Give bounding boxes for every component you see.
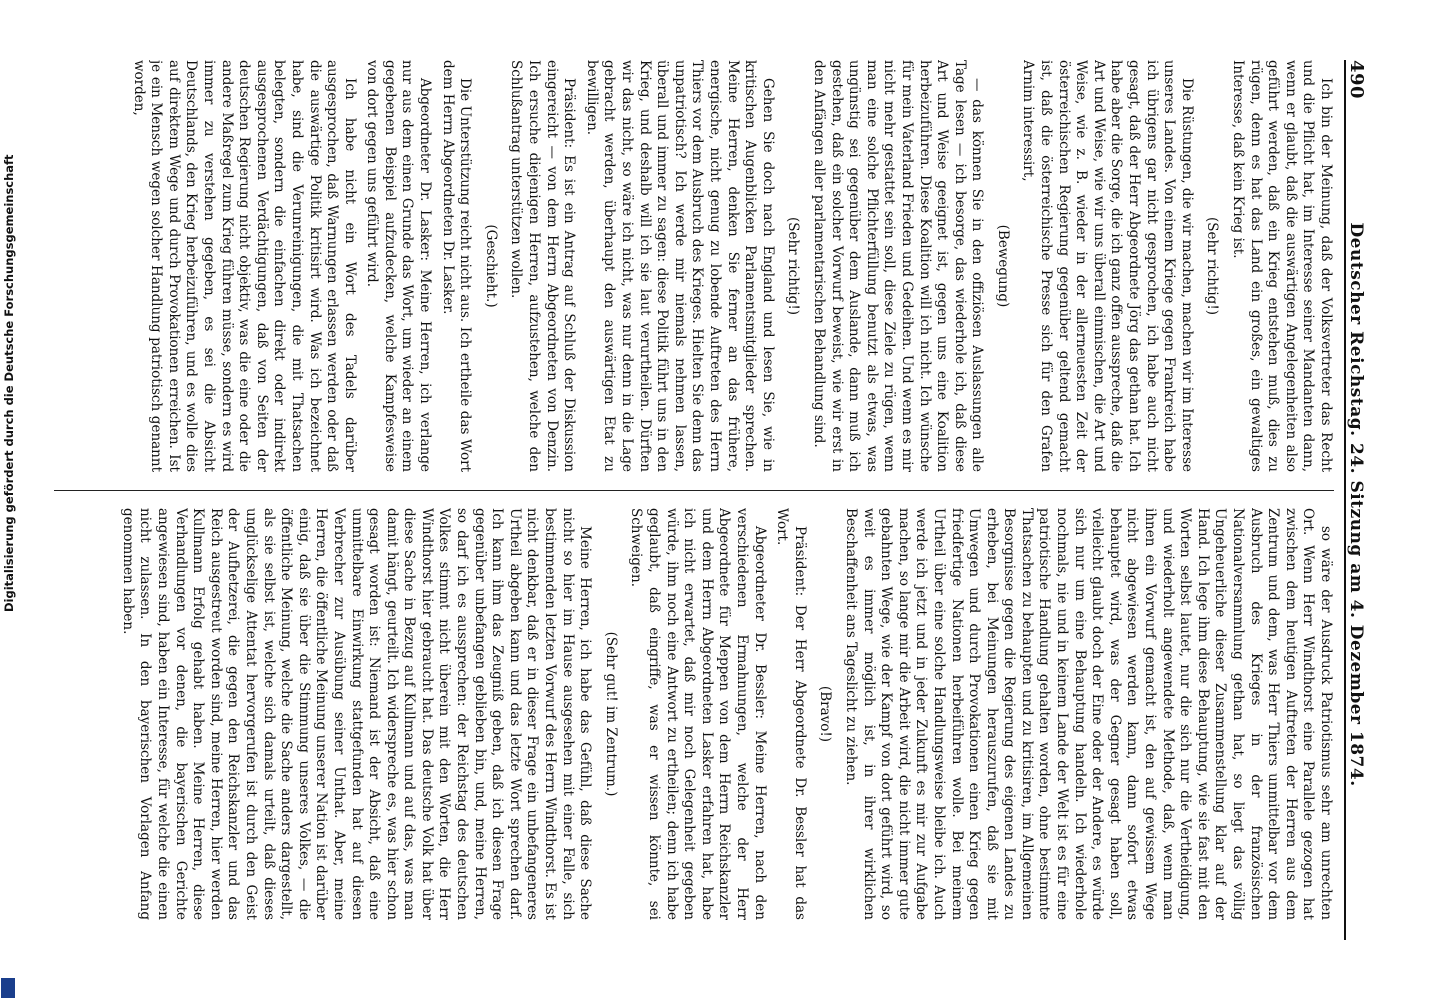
- right-column: [54, 508, 1334, 920]
- stage-direction: (Sehr gut! im Zentrum.): [602, 631, 619, 797]
- stage-direction: (Sehr richtig!): [1204, 216, 1221, 316]
- paragraph: Präsident: Der Herr Abgeordnete Dr. Bessler hat das Wort.: [774, 508, 808, 920]
- stage-direction: (Sehr richtig!): [785, 216, 802, 316]
- stage-direction: (Bravo!): [817, 685, 834, 743]
- rotated-page: [40, 60, 1380, 940]
- digitization-credit: Digitalisierung gefördert durch die Deutsche Forschungsgemeinschaft: [2, 154, 16, 612]
- paragraph: Ich bin der Meinung, daß der Volksvertreter das Recht und die Pflicht hat, im Interesse seiner Mandanten dann, wenn er glaubt, daß die auswärtigen Angelegenheiten also geführt werden, daß ein Krieg entstehen muß, dies zu rügen, denn es hat das Land ein großes, ein gewaltiges Interesse, daß kein Krieg ist.: [1230, 60, 1334, 472]
- paragraph: — das können Sie in den offiziösen Auslassungen alle Tage lesen — ich besorge, das wiederhole ich, daß diese Art und Weise geeignet ist, gegen uns eine Koalition herbeizuführen. Diese Koalition will ich nicht. Ich wünsche für mein Vaterland Frieden und Gedeihen. Und wenn es mir nicht mehr gestattet sein soll, diese Ziele zu rügen, wenn man eine solche Pflichterfüllung benutzt als etwas, was ungünstig sei gegenüber dem Auslande, dann muß ich gestehen, daß ein solcher Vorwurf beweist, wie wir erst in den Anfängen aller parlamentarischen Behandlung sind.: [810, 60, 986, 472]
- paragraph: Präsident: Es ist ein Antrag auf Schluß der Diskussion eingereicht — von dem Herrn Abgeordneten von Denzin. Ich ersuche diejenigen Herren, aufzustehen, welche den Schlußantrag unterstützen wollen.: [508, 60, 578, 472]
- page-number: 490: [1346, 60, 1367, 100]
- paragraph: Die Unterstützung reicht nicht aus. Ich ertheile das Wort dem Herrn Abgeordneten Dr. Lasker.: [439, 60, 474, 472]
- paragraph: Abgeordneter Dr. Bessler: Meine Herren, nach den verschiedenen Ermahnungen, welche der Herr Abgeordnete für Meppen von dem Herrn Reichskanzler und dem Herrn Abgeordneten Lasker erfahren hat, habe ich nicht erwartet, daß mir noch Gelegenheit gegeben würde, ihm noch eine Antwort zu ertheilen; denn ich habe geglaubt, daß eingriffe, was er wissen könnte, sei Schweigen.: [628, 508, 768, 920]
- paragraph: Meine Herren, ich habe das Gefühl, daß diese Sache nicht so hier im Hause ausgesehen mit einer Falle, sich bestimmenden letzten Vorwurf des Herrn Windthorst. Es ist nicht denkbar, daß er in dieser Frage ein unbefangeneres Urtheil abgeben kann und das letzte Wort sprechen darf. Ich kann ihm das Zeugniß geben, daß ich diesen Frage gegenüber unbefangen geblieben bin, und, meine Herren, so darf ich es aussprechen: der Reichstag des deutschen Volkes stimmt nicht überein mit den Worten, die Herr Windthorst hier gebraucht hat. Das deutsche Volk hat über diese Sache in Bezug auf Kullmann und auf das, was man damit hängt, geurteilt. Ich widerspreche es, was hier schon gesagt worden ist: Niemand ist der Absicht, daß eine unmittelbare Einwirkung stattgefunden hat auf diesen Verbrecher zur Ausübung seiner Unthat. Aber, meine Herren, die öffentliche Meinung unserer Nation ist darüber einig, daß sie über die Stimmung unseres Volkes, — die öffentliche Meinung, welche die Sache anders dargestellt, als sie selbst ist, welche sich damals urteilt, daß dieses unglückselige Attentat hervorgerufen ist durch den Geist der Aufhetzerei, die gegen den Reichskanzler und das Reich ausgestreut worden sind, meine Herren, hier werden Kullmann Erfolg gehabt haben. Meine Herren, diese Verhandlungen vor denen, die bayerischen Gerichte angewiesen sind, haben ein Interesse, für welche die einen nicht zulassen. In den bayerischen Vorlagen Anfang genommen haben.: [119, 508, 594, 920]
- paragraph: so wäre der Ausdruck Patriotismus sehr am unrechten Ort. Wenn Herr Windthorst eine Parallele gezogen hat zwischen dem heutigen Auftreten der Herren aus dem Zentrum und dem, was Herr Thiers unmittelbar vor dem Ausbruch des Krieges in der französischen Nationalversammlung gethan hat, so liegt das völlig Ungeheuerliche dieser Zusammenstellung klar auf der Hand. Ich lege ihm diese Behauptung, wie sie fast mit den Worten selbst lautet, nur die sich nur die Vertheidigung, und wiederholt angewendete Methode, daß, wenn man ihnen ein Vorwurf gemacht ist, den auf gewissem Wege nicht abgewiesen werden kann, dann sofort etwas behauptet wird, was der Gegner gesagt haben soll, vielleicht glaubt doch der Eine oder der Andere, es würde sich nur um eine Behauptung handeln. Ich wiederhole nochmals, nie und in keinem Lande der Welt ist es für eine patriotische Handlung gehalten worden, ohne bestimmte Thatsachen zu behaupten und zu kritisiren, im Allgemeinen Besorgnisse gegen die Regierung des eigenen Landes zu erheben, bei Meinungen herauszurufen, daß sie mit Umwegen und durch Provokationen einen Krieg gegen friedfertige Nationen herbeiführen wolle. Bei meinem Urtheil über eine solche Handlungsweise bleibe ich. Auch werde ich jetzt und in jeder Zukunft es mir zur Aufgabe machen, so lange mir die Arbeit wird, die nicht immer gute gebahnten Wege, wie der Kampf von dort geführt wird, so weit es immer möglich ist, in ihrer wirklichen Beschaffenheit ans Tageslicht zu ziehen.: [842, 508, 1334, 920]
- page-title: Deutscher Reichstag. 24. Sitzung am 4. Dezember 1874.: [1346, 222, 1366, 787]
- column-divider: [54, 490, 1334, 491]
- paragraph: Ich habe nicht ein Wort des Tadels darüber ausgesprochen, daß Warnungen erlassen werden oder daß die auswärtige Politik kritisirt wird. Was ich bezeichnet habe, sind die Verunreinigungen, die mit Thatsachen belegten, sondern die einfachen direkt oder indirekt ausgesprochenen Verdächtigungen, daß von Seiten der deutschen Regierung nicht objektiv, was die eine oder die andere Maßregel zum Krieg führen müsse, sondern es wird immer zu verstehen gegeben, es sei die Absicht Deutschlands, den Krieg herbeizuführen, und es wolle dies auf direktem Wege und durch Provokationen erreichen. Ist je ein Mensch wegen solcher Handlung patriotisch genannt worden,: [130, 60, 358, 472]
- stage-direction: (Bewegung): [994, 224, 1011, 308]
- left-column: [54, 60, 1334, 472]
- paragraph: Die Rüstungen, die wir machen, machen wir im Interesse unseres Landes. Von einem Kriege gegen Frankreich habe ich übrigens gar nicht gesprochen, ich habe auch nicht gesagt, daß der Herr Abgeordnete Jörg das gethan hat. Ich habe aber die Sorge, die ich ganz offen ausspreche, daß die Art und Weise, wie wir uns überall einmischen, die Art und Weise, wie z. B. wieder in der allerneuesten Zeit der österreichischen Regierung gegenüber geltend gemacht ist, daß die österreichische Presse sich für den Grafen Arnim interessirt,: [1020, 60, 1195, 472]
- paragraph: Abgeordneter Dr. Lasker: Meine Herren, ich verlange nur aus dem einen Grunde das Wort, um wieder an einem gegebenen Beispiel aufzudecken, welche Kampfesweise von dort gegen uns geführt wird.: [364, 60, 434, 472]
- dfg-logo: [1, 978, 15, 998]
- paragraph: Gehen Sie doch nach England und lesen Sie, wie in kritischen Augenblicken Parlamentsmitglieder sprechen. Meine Herren, denken Sie ferner an das frühere, energische, nicht genug zu lobende Auftreten des Herrn Thiers vor dem Ausbruch des Krieges. Hielten Sie denn das unpatriotisch? Ich werde mir niemals nehmen lassen, überall und immer zu sagen: diese Politik führt uns in den Krieg, und deshalb will ich sie laut verurtheilen. Dürften wir das nicht, so wäre ich nicht, was nur denn in die Lage gebracht werden, überhaupt den auswärtigen Etat zu bewilligen.: [583, 60, 776, 472]
- page-header: [1344, 60, 1380, 940]
- stage-direction: (Geschieht.): [482, 224, 499, 308]
